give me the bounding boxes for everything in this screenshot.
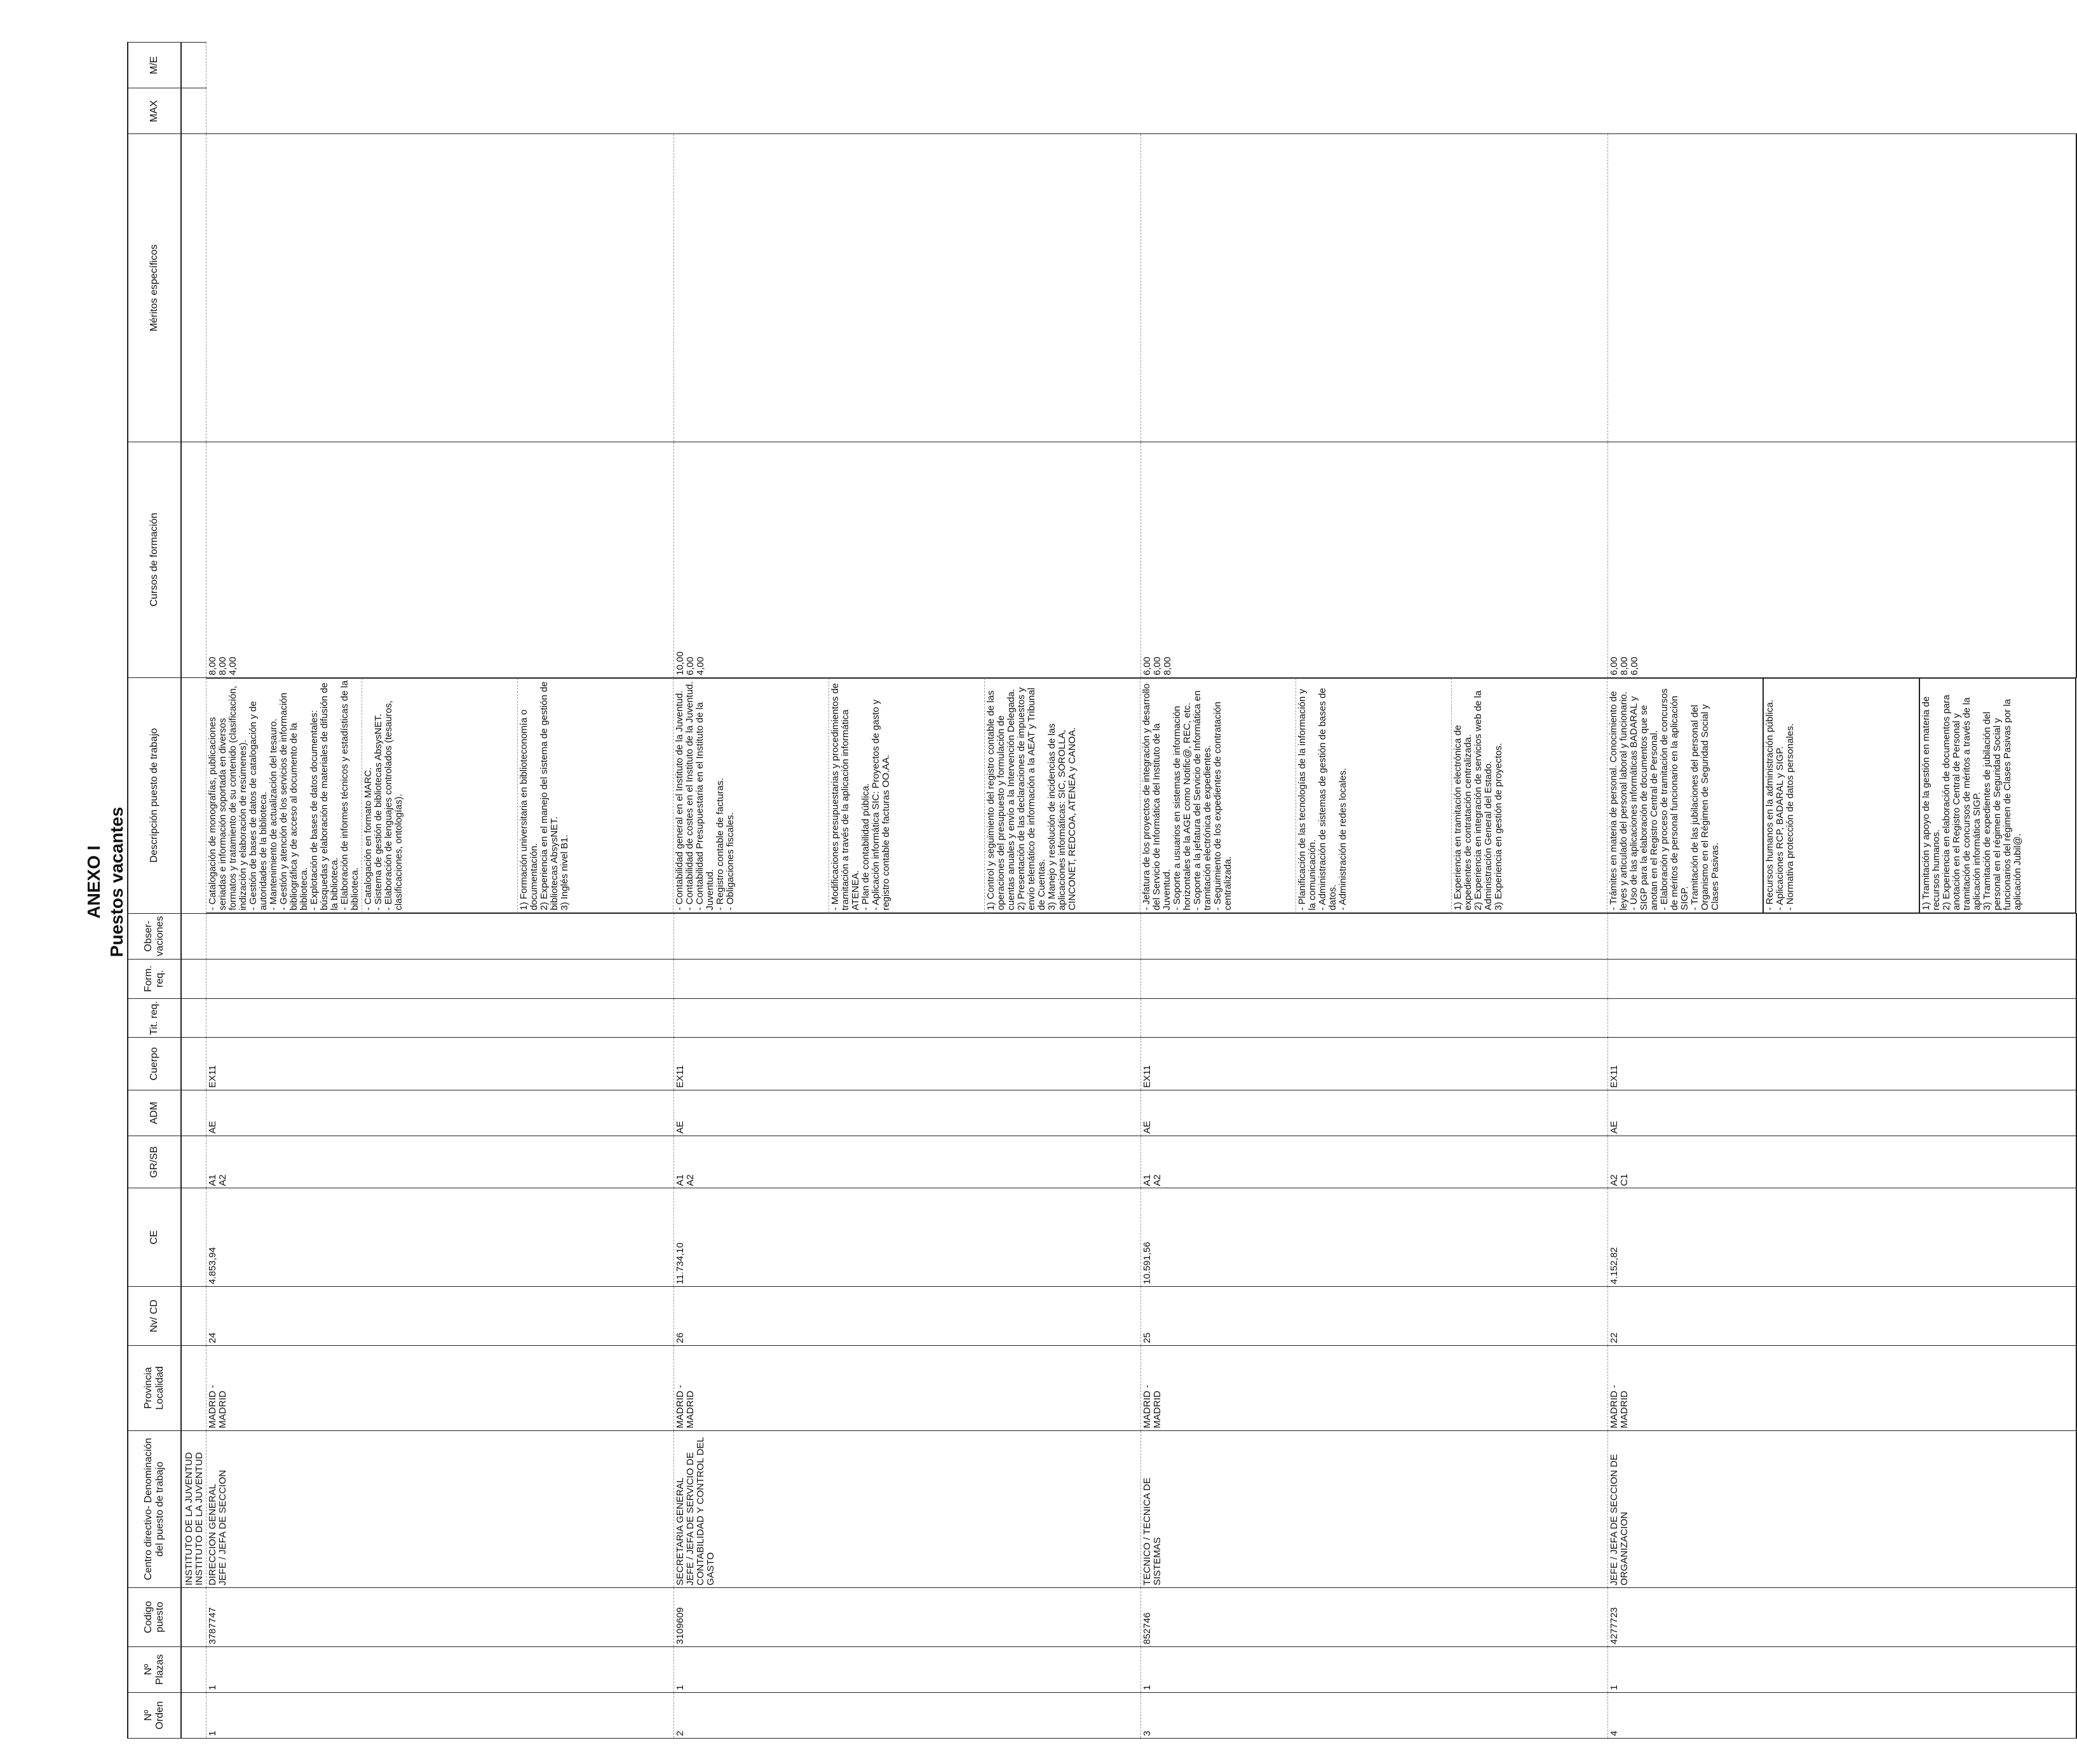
row-cursos: - Modificaciones presupuestarias y procedimientos de tramitación a través de la aplicación informática ATENEA. - Plan de contabilidad pública. - Aplicación informática SIC: Proyectos de gasto y registro contable de facturas OO.AA. [829,678,985,913]
header-adm: ADM [128,1090,181,1136]
header-descripcion: Descripción puesto de trabajo [128,677,181,913]
grsb-value: A2 [684,1174,696,1186]
row-cuerpo: EX11 [1140,1038,1607,1090]
row-centro [673,1430,1140,1587]
row-ce: 4.853,94 [206,1188,674,1287]
row-adm: AE [1607,1090,2076,1136]
row-meritos: 1) Experiencia en tramitación electrónica de expedientes de contratación centralizada. 2) Experiencia en integración de servicios web de la Administración General del Estado. 3) Experiencia en gestión de proyectos. [1452,678,1607,913]
row-provincia: MADRID - MADRID [1140,1345,1607,1430]
table-row [1607,43,2076,1739]
row-max [1140,442,1607,677]
row-centro [1140,1430,1607,1587]
header-ce: CE [128,1188,181,1287]
header-form: Form. req. [128,959,181,998]
row-puesto: JEFE / JEFA DE SERVICIO DE CONTABILIDAD Y CONTROL DEL GASTO [684,1434,716,1586]
row-meritos: 1) Tramitación y apoyo de la gestión en materia de recursos humanos. 2) Experiencia en elaboración de documentos para anotación en el Registro Central de Personal y tramitación de concursos de méritos a través de la aplicación informática SIGP. 3) Tramitación de expedientes de jubilación del personal en el régimen de Seguridad Social y funcionarios del régimen de Clases Pasivas por la aplicación Jubil@. [1920,678,2076,913]
header-grsb: GR/SB [128,1136,181,1188]
header-me: M/E [128,43,181,88]
grsb-value: A2 [1608,1174,1620,1186]
row-adm: AE [673,1090,1140,1136]
max-value: 4,00 [227,656,238,675]
row-orden: 2 [673,1692,1140,1738]
row-grsb [206,1136,674,1188]
max-value: 6,00 [684,656,696,675]
row-meritos: 1) Formación universitaria en biblioteconomía o documentación. 2) Experiencia en el manejo del sistema de gestión de bibliotecas AbsysNET. 3) Inglés nivel B1. [518,678,673,913]
row-grsb [1607,1136,2076,1188]
row-ce: 10.591,56 [1140,1188,1607,1287]
grsb-value: A2 [1151,1174,1163,1186]
row-puesto: JEFE / JEFA DE SECCION DE ORGANIZACION [1608,1451,1630,1586]
header-cursos: Cursos de formación [128,442,181,677]
header-codigo: Codigo puesto [128,1588,181,1647]
page-title: ANEXO I [84,845,104,919]
header-cuerpo: Cuerpo [128,1038,181,1090]
row-orden: 1 [206,1692,674,1738]
row-cuerpo: EX11 [673,1038,1140,1090]
page-subtitle: Puestos vacantes [107,806,126,958]
grsb-value: A2 [217,1174,228,1186]
max-value: 8,00 [217,656,228,675]
row-meritos: 1) Control y seguimiento del registro contable de las operaciones del presupuesto y formulación de cuentas anuales y envío a la Intervención Delegada. 2) Presentación de las declaraciones de impuestos y envío telemático de información a la AEAT y Tribunal de Cuentas. 3) Manejo y resolución de incidencias de las aplicaciones informáticas: SIC, SOROLLA, CINCONET, REDCOA, ATENEA y CANOA. [985,678,1140,913]
header-max: MAX [128,88,181,134]
row-plazas: 1 [1140,1646,1607,1692]
max-value: 6,00 [1141,656,1153,675]
header-meritos: Méritos específicos [128,134,181,442]
row-grsb [673,1136,1140,1188]
max-value: 6,00 [1628,656,1640,675]
row-plazas: 1 [206,1646,674,1692]
row-descripcion: - Trámites en materia de personal. Conocimiento de leyes y articulado del personal laboral y funcionario. - Uso de las aplicaciones informáticas BADARAL y SIGP para la elaboración de documentos que se anotan en el Registro Central de Personal. - Elaboración y proceso de tramitación de concursos de méritos de personal funcionario en la aplicación SIGP. - Tramitación de las jubilaciones del personal del Organismo en el Régimen de Seguridad Social y Clases Pasivas. [1607,678,1764,913]
row-puesto: JEFE / JEFA DE SECCION [217,1470,228,1586]
table-row [673,43,1140,1739]
vacancies-table [127,42,2077,1739]
row-adm: AE [1140,1090,1607,1136]
table-header-row [128,43,181,1739]
row-codigo: 852746 [1140,1588,1607,1647]
row-centro [206,1430,674,1587]
row-cursos: - Recursos humanos en la administración pública. - Aplicaciones RCP, BADARAL y SIGP. - Normativa protección de datos personales. [1764,678,1920,913]
header-plazas: Nº Plazas [128,1646,181,1692]
grsb-value: A1 [1141,1174,1153,1186]
grsb-value: C1 [1618,1174,1630,1186]
header-orden: Nº Orden [128,1692,181,1738]
max-value: 4,00 [694,656,706,675]
row-provincia: MADRID - MADRID [673,1345,1140,1430]
row-descripcion: - Contabilidad general en el Instituto de la Juventud. - Contabilidad de costes en el Instituto de la Juventud. - Contabilidad Presupuestaria en el Instituto de la Juventud. - Registro contable de facturas. - Obligaciones fiscales. [673,678,829,913]
organismo-label: INSTITUTO DE LA JUVENTUD [194,1452,205,1586]
header-provincia: Provincia Localidad [128,1345,181,1430]
ministerio-label: INSTITUTO DE LA JUVENTUD [184,1452,194,1586]
row-codigo: 4277723 [1607,1588,2076,1647]
row-descripcion: - Jefatura de los proyectos de integración y desarrollo del Servicio de Informática del Instituto de la Juventud. - Soporte a usuarios en sistemas de información horizontales de la AGE como Notific@, REC, etc. - Soporte a la jefatura del Servicio de Informática en tramitación electrónica de expedientes. - Seguimiento de los expedientes de contratación centralizada. [1140,678,1296,913]
row-codigo: 3787747 [206,1588,674,1647]
row-grsb [1140,1136,1607,1188]
max-value: 6,00 [1608,656,1620,675]
row-codigo: 3109609 [673,1588,1140,1647]
row-plazas: 1 [673,1646,1140,1692]
max-value: 8,00 [207,656,218,675]
row-nivel: 22 [1607,1287,2076,1346]
row-unit: SECRETARIA GENERAL [674,1477,686,1586]
row-orden: 4 [1607,1692,2076,1738]
row-nivel: 26 [673,1287,1140,1346]
grsb-value: A1 [207,1174,218,1186]
row-orden: 3 [1140,1692,1607,1738]
row-cursos: - Catalogación en formato MARC. - Sistema de gestión de bibliotecas AbsysNET. - Elaboración de lenguajes controlados (tesauros, clasificaciones, ontologías). [362,678,518,913]
row-cursos: - Planificación de las tecnologías de la información y la comunicación. - Administración de sistemas de gestión de bases de datos. - Administración de redes locales. [1296,678,1452,913]
header-obs: Obser- vaciones [128,913,181,959]
row-max [1607,442,2076,677]
row-provincia: MADRID - MADRID [1607,1345,2076,1430]
grsb-value: A1 [674,1174,686,1186]
row-descripcion: - Catalogación de monografías, publicaciones seriadas e información soportada en diversos formatos y tratamiento de su contenido (clasificación, indización y elaboración de resúmenes). - Gestión de bases de datos de catalogación y de autoridades de la biblioteca. - Mantenimiento de actualización del tesauro. - Gestión y atención de los servicios de información bibliográfica y de acceso al documento de la biblioteca. - Explotación de bases de datos documentales: búsquedas y elaboración de materiales de difusión de la biblioteca. - Elaboración de informes técnicos y estadísticas de la biblioteca. [206,678,362,913]
header-nivel: Nv/ CD [128,1287,181,1346]
org-row [181,43,206,1739]
row-nivel: 24 [206,1287,674,1346]
row-centro [1607,1430,2076,1587]
max-value: 8,00 [1618,656,1630,675]
max-value: 6,00 [1151,656,1163,675]
header-tit: Tit. req. [128,998,181,1038]
row-provincia: MADRID - MADRID [206,1345,674,1430]
table-row [1140,43,1607,1739]
row-plazas: 1 [1607,1646,2076,1692]
row-nivel: 25 [1140,1287,1607,1346]
row-cuerpo: EX11 [1607,1038,2076,1090]
row-ce: 11.734,10 [673,1188,1140,1287]
row-cuerpo: EX11 [206,1038,674,1090]
row-puesto: TECNICO / TECNICA DE SISTEMAS [1141,1475,1163,1586]
row-max [673,442,1140,677]
row-max [206,442,674,677]
row-unit: DIRECCION GENERAL [207,1483,218,1586]
row-adm: AE [206,1090,674,1136]
row-ce: 4.152,82 [1607,1188,2076,1287]
max-value: 8,00 [1161,656,1173,675]
max-value: 10,00 [674,651,686,675]
org-cell [181,1430,206,1587]
header-centro: Centro directivo- Denominación del puesto de trabajo [128,1430,181,1587]
table-row [206,43,674,1739]
